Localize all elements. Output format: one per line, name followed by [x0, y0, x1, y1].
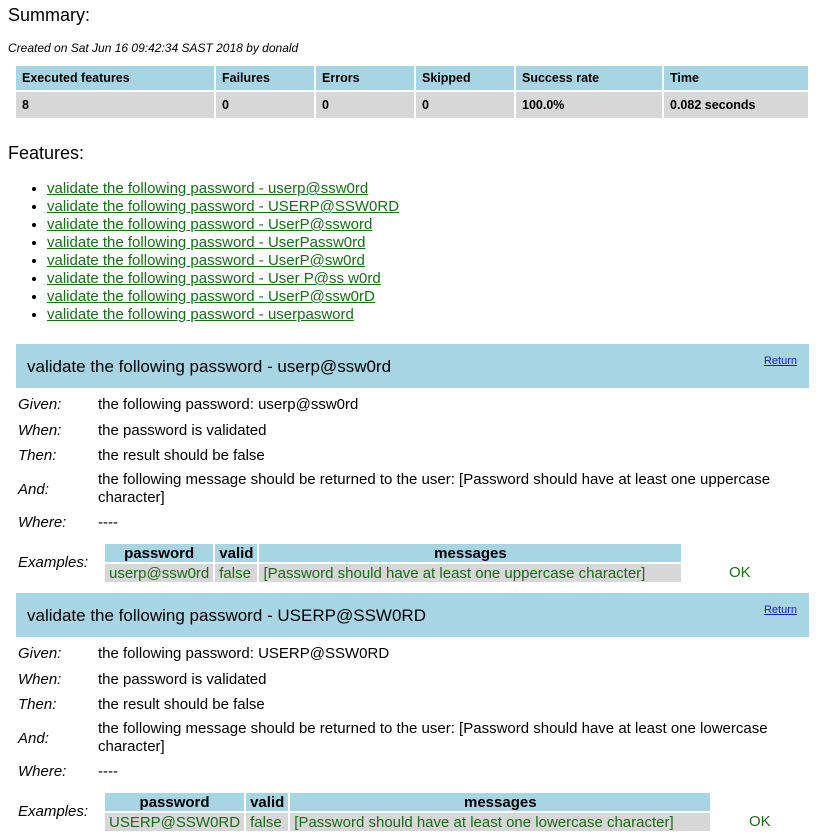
examples-table — [103, 542, 683, 584]
and-step: the following message should be returned to the user: [Password should have at least one uppercase character] — [98, 471, 771, 506]
given-label: Given: — [18, 396, 62, 413]
summary-header-failures: Failures — [216, 66, 314, 90]
summary-time-value: 0.082 seconds — [664, 92, 808, 118]
example-valid-cell: false — [246, 813, 288, 831]
given-label: Given: — [18, 645, 62, 662]
example-valid-cell: false — [215, 564, 257, 582]
where-step: ---- — [98, 514, 118, 531]
and-step: the following message should be returned to the user: [Password should have at least one lowercase character] — [98, 720, 768, 755]
examples-header-password: password — [105, 544, 213, 562]
result-status: OK — [749, 813, 771, 830]
where-label: Where: — [18, 763, 67, 780]
summary-header-time: Time — [664, 66, 808, 90]
summary-table — [14, 64, 810, 120]
then-step: the result should be false — [98, 447, 265, 464]
return-link[interactable]: Return — [763, 604, 797, 616]
list-item — [47, 270, 399, 288]
examples-header-row — [105, 544, 681, 562]
summary-errors-value: 0 — [316, 92, 414, 118]
feature-link[interactable]: validate the following password - userp@ssw0rd — [47, 180, 369, 197]
when-step: the password is validated — [98, 422, 267, 439]
list-item — [47, 306, 399, 324]
when-label: When: — [18, 422, 62, 439]
list-item — [47, 252, 399, 270]
feature-link[interactable]: validate the following password - USERP@SSW0RD — [47, 198, 400, 215]
summary-skipped-value: 0 — [416, 92, 514, 118]
feature-link[interactable]: validate the following password - UserPassw0rd — [47, 234, 366, 251]
summary-header-executed: Executed features — [16, 66, 214, 90]
then-label: Then: — [18, 696, 57, 713]
feature-link[interactable]: validate the following password - UserP@ssword — [47, 216, 373, 233]
feature-link[interactable]: validate the following password - User P@ss w0rd — [47, 270, 381, 287]
when-step: the password is validated — [98, 671, 267, 688]
and-label: And: — [18, 481, 49, 498]
examples-header-valid: valid — [215, 544, 257, 562]
examples-header-password: password — [105, 793, 244, 811]
summary-executed-value: 8 — [16, 92, 214, 118]
examples-header-messages: messages — [290, 793, 710, 811]
summary-header-skipped: Skipped — [416, 66, 514, 90]
where-step: ---- — [98, 763, 118, 780]
features-heading: Features: — [8, 143, 85, 163]
feature-link[interactable]: validate the following password - userpasword — [47, 306, 354, 323]
example-messages-cell: [Password should have at least one uppercase character] — [259, 564, 681, 582]
where-label: Where: — [18, 514, 67, 531]
feature-link[interactable]: validate the following password - UserP@sw0rd — [47, 252, 365, 269]
feature-header — [16, 344, 809, 388]
then-step: the result should be false — [98, 696, 265, 713]
table-row — [105, 564, 681, 582]
examples-header-row — [105, 793, 710, 811]
given-step: the following password: userp@ssw0rd — [98, 396, 359, 413]
summary-value-row — [16, 92, 808, 118]
summary-heading: Summary: — [8, 5, 91, 25]
given-step: the following password: USERP@SSW0RD — [98, 645, 390, 662]
examples-table — [103, 791, 712, 833]
examples-header-valid: valid — [246, 793, 288, 811]
feature-list — [27, 180, 399, 324]
feature-header — [16, 593, 809, 637]
examples-label: Examples: — [18, 803, 89, 820]
list-item — [47, 288, 399, 306]
result-status: OK — [729, 564, 751, 581]
list-item — [47, 216, 399, 234]
table-row — [105, 813, 710, 831]
list-item — [47, 198, 399, 216]
example-password-cell: USERP@SSW0RD — [105, 813, 244, 831]
list-item — [47, 234, 399, 252]
summary-failures-value: 0 — [216, 92, 314, 118]
example-password-cell: userp@ssw0rd — [105, 564, 213, 582]
list-item — [47, 180, 399, 198]
feature-link[interactable]: validate the following password - UserP@ssw0rD — [47, 288, 375, 305]
created-info: Created on Sat Jun 16 09:42:34 SAST 2018 by donald — [8, 41, 299, 55]
summary-success-rate-value: 100.0% — [516, 92, 662, 118]
examples-label: Examples: — [18, 554, 89, 571]
when-label: When: — [18, 671, 62, 688]
and-label: And: — [18, 730, 49, 747]
return-link[interactable]: Return — [763, 355, 797, 367]
feature-title: validate the following password - userp@ssw0rd — [27, 357, 392, 376]
example-messages-cell: [Password should have at least one lowercase character] — [290, 813, 710, 831]
then-label: Then: — [18, 447, 57, 464]
summary-header-errors: Errors — [316, 66, 414, 90]
summary-header-success-rate: Success rate — [516, 66, 662, 90]
summary-header-row — [16, 66, 808, 90]
examples-header-messages: messages — [259, 544, 681, 562]
feature-title: validate the following password - USERP@SSW0RD — [27, 606, 426, 625]
